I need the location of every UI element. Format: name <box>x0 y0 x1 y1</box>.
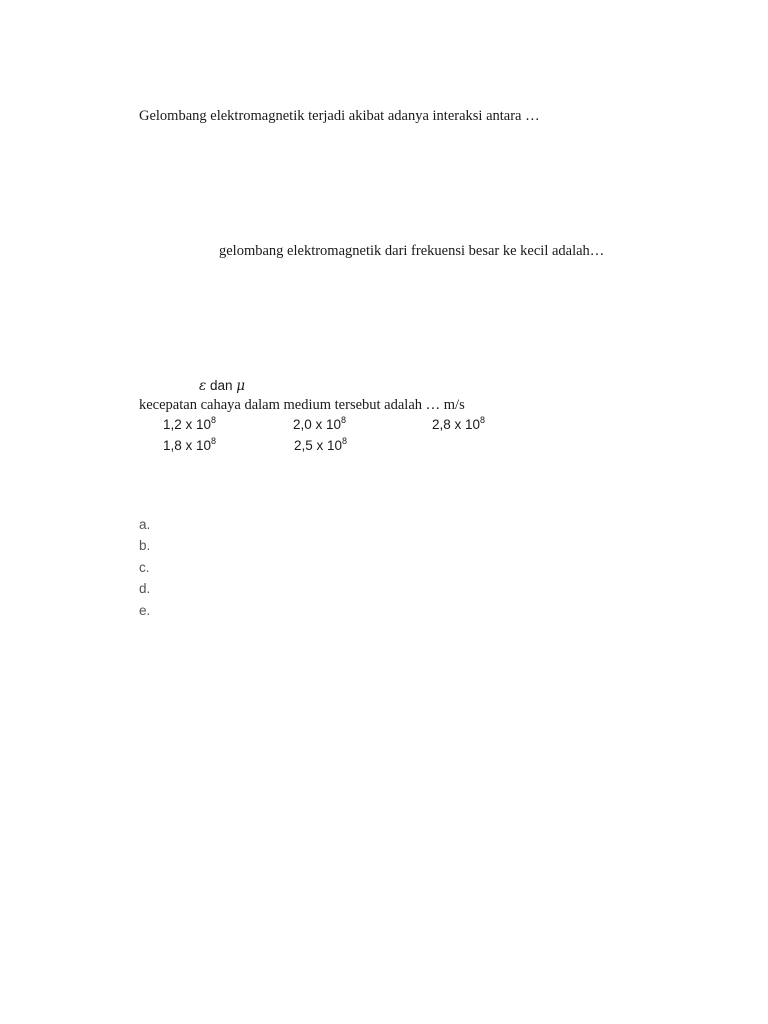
option-value: 2,8 x $10^8$ <box>432 415 486 432</box>
option-value: 2,5 x $10^8$ <box>294 436 348 453</box>
option-letter: d. <box>139 581 151 596</box>
dan-word: dan <box>206 378 237 393</box>
mu-symbol: μ <box>236 378 246 394</box>
question-1-text: Gelombang elektromagnetik terjadi akibat adanya interaksi antara … <box>139 108 540 124</box>
option-value: 1,2 x $10^8$ <box>163 415 217 432</box>
option-value: 1,8 x $10^8$ <box>163 436 217 453</box>
option-letter: b. <box>139 538 151 553</box>
option-letter: c. <box>139 560 150 575</box>
epsilon-symbol: ε <box>199 378 207 394</box>
question-2-text: gelombang elektromagnetik dari frekuensi besar ke kecil adalah… <box>219 243 605 259</box>
question-3-symbols <box>199 379 245 394</box>
question-3-text: kecepatan cahaya dalam medium tersebut adalah … m/s <box>139 397 465 413</box>
option-letter: e. <box>139 603 151 618</box>
option-value: 2,0 x $10^8$ <box>293 415 347 432</box>
option-letter: a. <box>139 517 151 532</box>
